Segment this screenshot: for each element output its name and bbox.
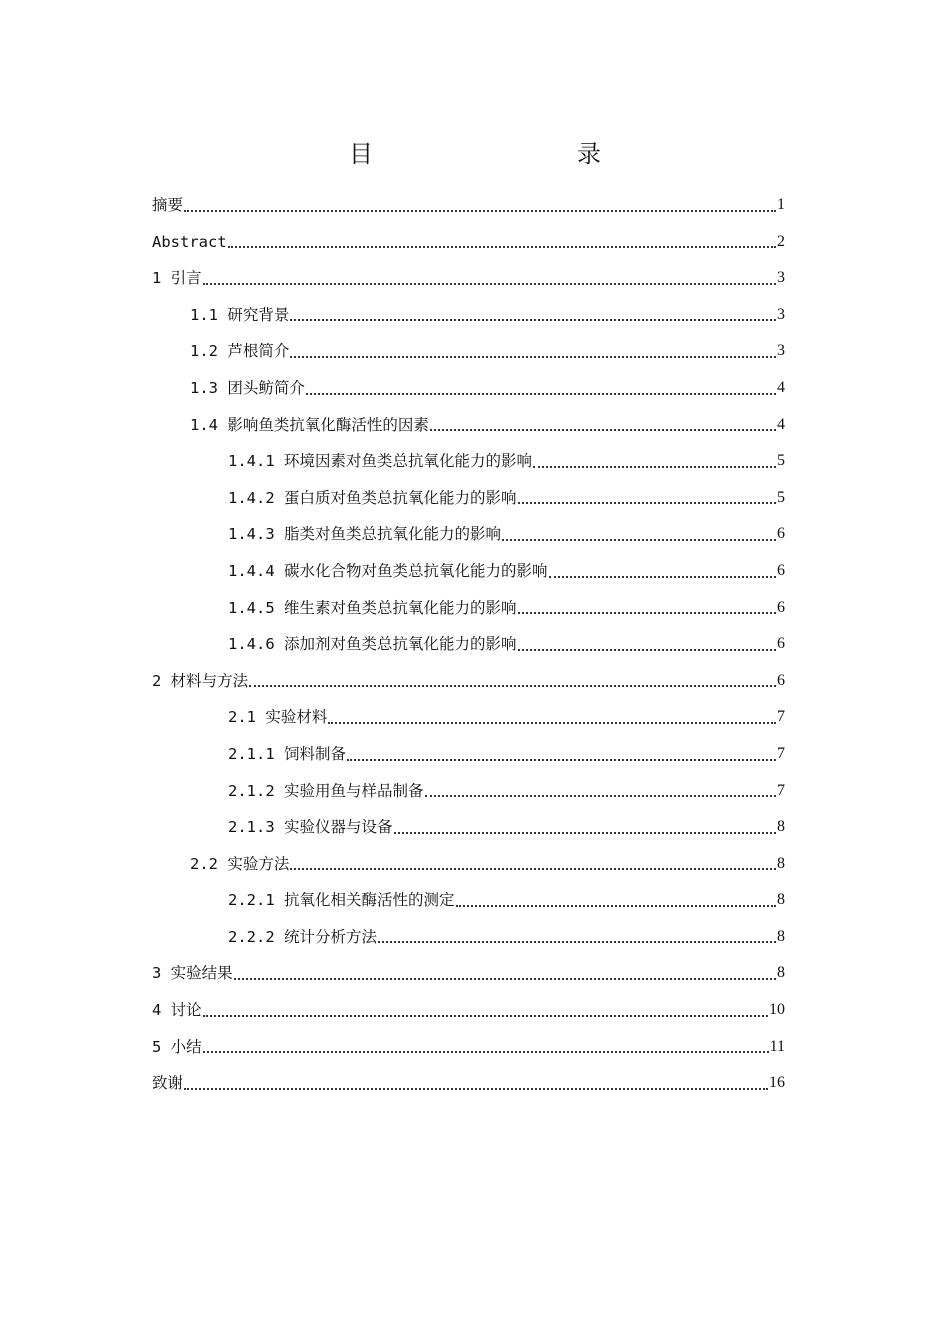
toc-entry-page: 8 bbox=[777, 891, 785, 909]
toc-entry[interactable] bbox=[152, 736, 785, 773]
toc-entry[interactable] bbox=[152, 370, 785, 407]
dot-leader bbox=[290, 868, 776, 870]
toc-entry[interactable] bbox=[152, 443, 785, 480]
toc-entry-page: 2 bbox=[777, 232, 785, 250]
toc-entry[interactable] bbox=[152, 1029, 785, 1066]
dot-leader bbox=[425, 795, 777, 797]
table-of-contents bbox=[152, 187, 785, 1102]
dot-leader bbox=[184, 1088, 768, 1090]
dot-leader bbox=[203, 1015, 768, 1017]
toc-entry-label: 1.3 团头鲂简介 bbox=[190, 378, 305, 397]
dot-leader bbox=[430, 429, 776, 431]
toc-entry[interactable] bbox=[152, 626, 785, 663]
dot-leader bbox=[456, 905, 777, 907]
toc-entry-label: 1.4 影响鱼类抗氧化酶活性的因素 bbox=[190, 415, 429, 434]
toc-entry-label: 致谢 bbox=[152, 1074, 184, 1093]
dot-leader bbox=[378, 941, 776, 943]
toc-entry[interactable] bbox=[152, 187, 785, 224]
toc-entry[interactable] bbox=[152, 919, 785, 956]
dot-leader bbox=[533, 466, 776, 468]
toc-entry-page: 6 bbox=[777, 598, 785, 616]
dot-leader bbox=[518, 649, 777, 651]
dot-leader bbox=[306, 393, 776, 395]
toc-entry-label: Abstract bbox=[152, 232, 227, 251]
toc-entry-label: 1.4.3 脂类对鱼类总抗氧化能力的影响 bbox=[228, 525, 501, 544]
toc-entry-label: 2.1.3 实验仪器与设备 bbox=[228, 818, 393, 837]
toc-entry[interactable] bbox=[152, 297, 785, 334]
toc-entry-label: 1.2 芦根简介 bbox=[190, 342, 290, 361]
toc-entry[interactable] bbox=[152, 699, 785, 736]
toc-entry-page: 8 bbox=[777, 818, 785, 836]
dot-leader bbox=[502, 539, 776, 541]
dot-leader bbox=[549, 576, 777, 578]
toc-entry[interactable] bbox=[152, 955, 785, 992]
dot-leader bbox=[249, 685, 776, 687]
toc-entry-page: 1 bbox=[777, 196, 785, 213]
dot-leader bbox=[347, 759, 776, 761]
toc-entry-label: 2.2.1 抗氧化相关酶活性的测定 bbox=[228, 891, 455, 910]
toc-entry-label: 2.2 实验方法 bbox=[190, 854, 290, 873]
dot-leader bbox=[228, 246, 776, 248]
toc-entry-page: 6 bbox=[777, 635, 785, 653]
toc-entry-page: 8 bbox=[777, 854, 785, 872]
toc-entry-label: 1.1 研究背景 bbox=[190, 305, 290, 324]
dot-leader bbox=[394, 832, 777, 834]
toc-entry-label: 摘要 bbox=[152, 196, 184, 214]
dot-leader bbox=[234, 978, 776, 980]
toc-entry-page: 6 bbox=[777, 671, 785, 689]
toc-entry-label: 2.1 实验材料 bbox=[228, 708, 328, 727]
toc-entry[interactable] bbox=[152, 992, 785, 1029]
toc-entry-label: 2 材料与方法 bbox=[152, 671, 249, 690]
toc-entry-label: 2.1.2 实验用鱼与样品制备 bbox=[228, 781, 424, 800]
toc-entry-label: 1.4.2 蛋白质对鱼类总抗氧化能力的影响 bbox=[228, 488, 517, 507]
toc-entry-page: 4 bbox=[777, 378, 785, 396]
dot-leader bbox=[290, 356, 776, 358]
toc-entry[interactable] bbox=[152, 590, 785, 627]
toc-entry-page: 6 bbox=[777, 561, 785, 579]
toc-entry-page: 3 bbox=[777, 305, 785, 323]
toc-entry-page: 6 bbox=[777, 525, 785, 543]
toc-title: 目 录 bbox=[349, 140, 653, 168]
toc-entry-label: 1 引言 bbox=[152, 269, 202, 288]
toc-entry[interactable] bbox=[152, 260, 785, 297]
toc-entry-page: 3 bbox=[777, 342, 785, 360]
toc-entry[interactable] bbox=[152, 809, 785, 846]
toc-entry-page: 8 bbox=[777, 927, 785, 945]
toc-entry[interactable] bbox=[152, 846, 785, 883]
toc-entry[interactable] bbox=[152, 1065, 785, 1102]
toc-entry-label: 4 讨论 bbox=[152, 1001, 202, 1020]
dot-leader bbox=[328, 722, 776, 724]
toc-entry-page: 10 bbox=[769, 1001, 785, 1019]
toc-entry[interactable] bbox=[152, 480, 785, 517]
toc-entry[interactable] bbox=[152, 663, 785, 700]
dot-leader bbox=[518, 612, 777, 614]
toc-entry-label: 5 小结 bbox=[152, 1037, 202, 1056]
toc-entry[interactable] bbox=[152, 773, 785, 810]
toc-entry-page: 7 bbox=[777, 744, 785, 762]
dot-leader bbox=[203, 1051, 769, 1053]
toc-entry-page: 11 bbox=[769, 1037, 785, 1055]
toc-entry-label: 1.4.6 添加剂对鱼类总抗氧化能力的影响 bbox=[228, 635, 517, 654]
toc-entry[interactable] bbox=[152, 882, 785, 919]
toc-entry-page: 4 bbox=[777, 415, 785, 433]
dot-leader bbox=[184, 210, 776, 212]
toc-entry-page: 3 bbox=[777, 269, 785, 287]
toc-entry-page: 5 bbox=[777, 452, 785, 470]
toc-entry-label: 1.4.5 维生素对鱼类总抗氧化能力的影响 bbox=[228, 598, 517, 617]
dot-leader bbox=[203, 283, 776, 285]
toc-entry[interactable] bbox=[152, 333, 785, 370]
toc-entry[interactable] bbox=[152, 516, 785, 553]
toc-entry[interactable] bbox=[152, 553, 785, 590]
toc-entry-label: 2.2.2 统计分析方法 bbox=[228, 927, 377, 946]
toc-entry-page: 7 bbox=[777, 781, 785, 799]
toc-entry-label: 2.1.1 饲料制备 bbox=[228, 744, 346, 763]
toc-entry-page: 16 bbox=[769, 1074, 785, 1092]
toc-entry-label: 1.4.4 碳水化合物对鱼类总抗氧化能力的影响 bbox=[228, 561, 548, 580]
toc-entry[interactable] bbox=[152, 224, 785, 261]
toc-entry-page: 5 bbox=[777, 488, 785, 506]
toc-entry-page: 8 bbox=[777, 964, 785, 982]
toc-entry-label: 1.4.1 环境因素对鱼类总抗氧化能力的影响 bbox=[228, 452, 532, 471]
dot-leader bbox=[518, 502, 777, 504]
toc-entry[interactable] bbox=[152, 407, 785, 444]
toc-entry-page: 7 bbox=[777, 708, 785, 726]
toc-entry-label: 3 实验结果 bbox=[152, 964, 233, 983]
dot-leader bbox=[290, 319, 776, 321]
